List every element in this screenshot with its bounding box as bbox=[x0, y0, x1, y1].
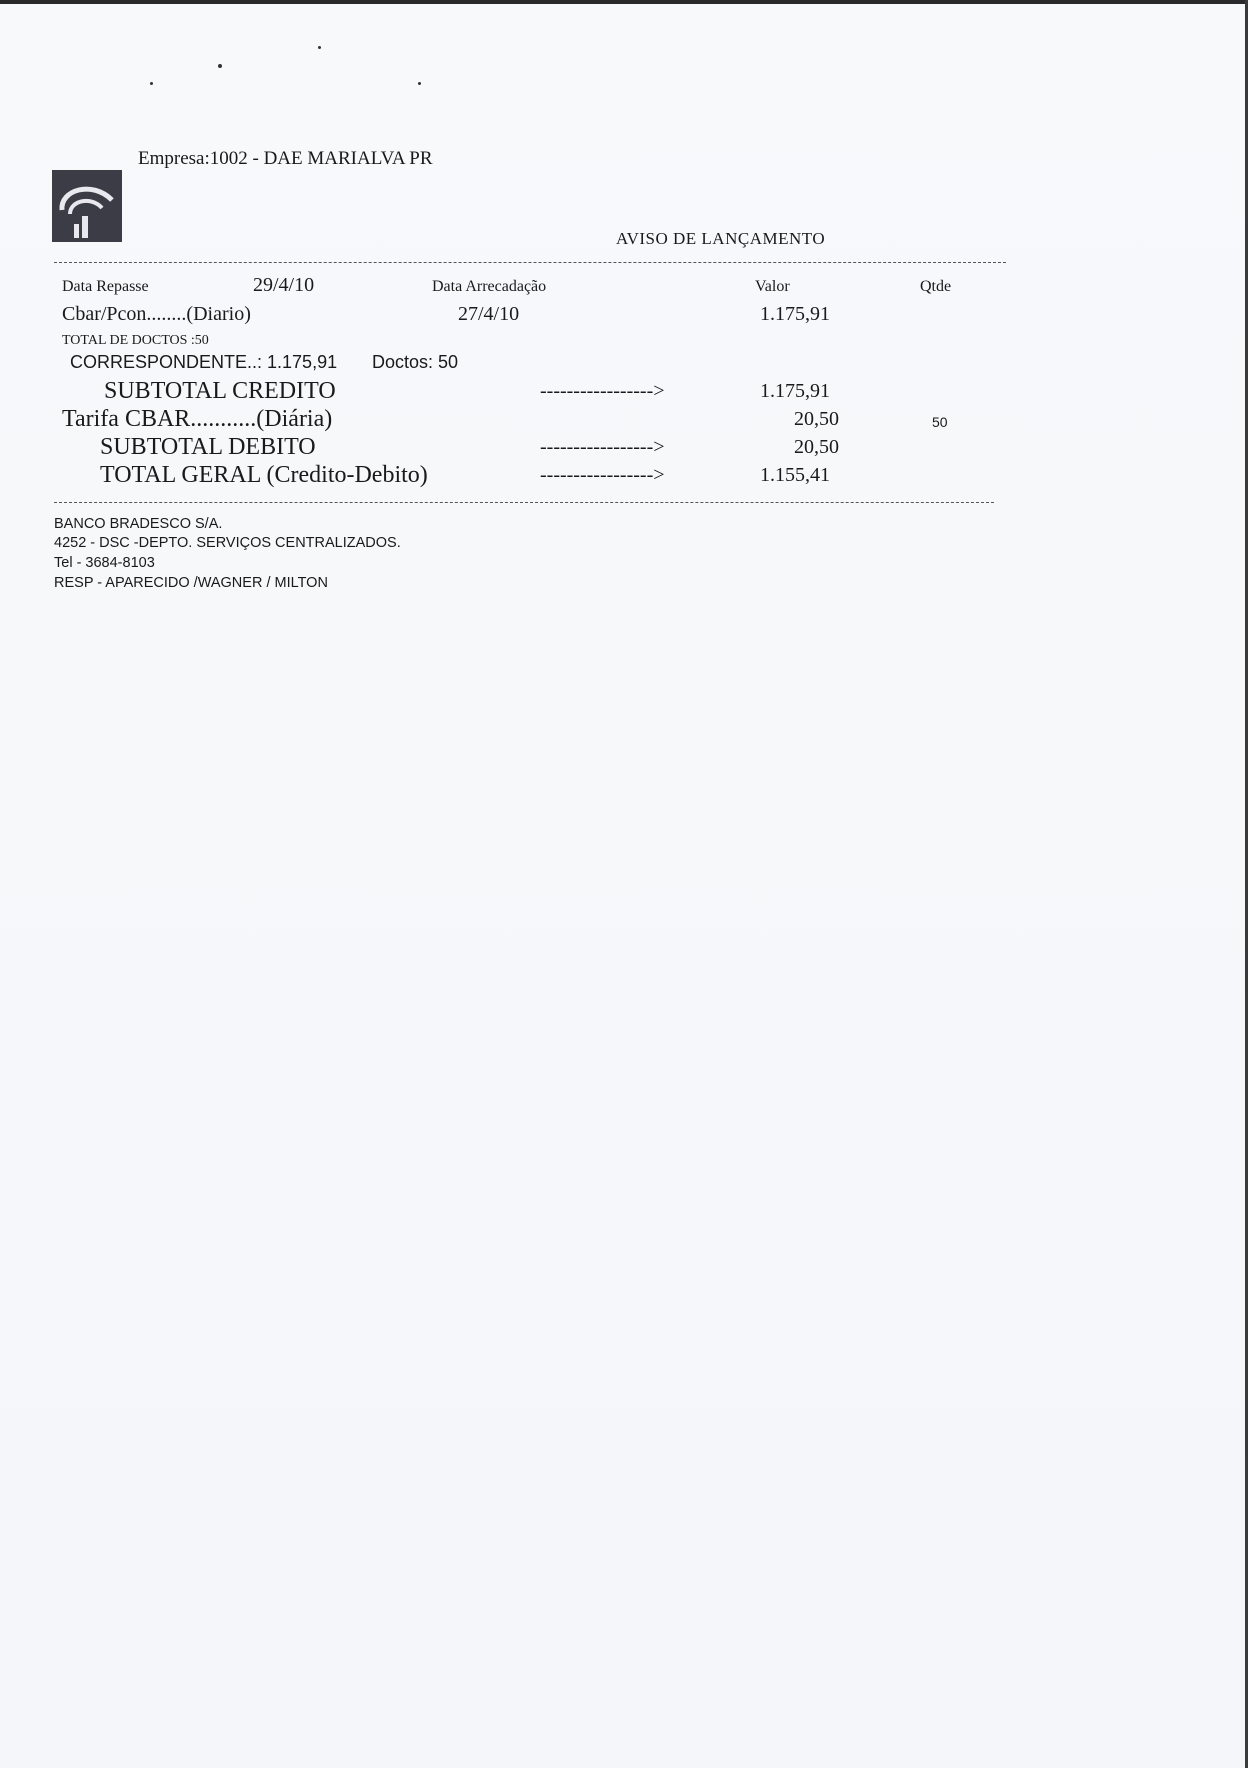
total-doctos: TOTAL DE DOCTOS :50 bbox=[62, 333, 209, 348]
cbar-date: 27/4/10 bbox=[458, 303, 520, 325]
footer-phone: Tel - 3684-8103 bbox=[54, 555, 155, 571]
scan-edge bbox=[0, 0, 1248, 4]
empresa-line: Empresa:1002 - DAE MARIALVA PR bbox=[138, 148, 433, 169]
total-geral-label: TOTAL GERAL (Credito-Debito) bbox=[100, 462, 428, 488]
tarifa-qtde: 50 bbox=[932, 414, 948, 430]
scan-speck bbox=[150, 82, 153, 85]
subtotal-credito-arrow: -----------------> bbox=[540, 380, 665, 402]
subtotal-debito-label: SUBTOTAL DEBITO bbox=[100, 434, 316, 460]
scan-speck bbox=[418, 82, 421, 85]
tarifa-label: Tarifa CBAR...........(Diária) bbox=[62, 406, 333, 432]
document-title: AVISO DE LANÇAMENTO bbox=[616, 229, 826, 248]
data-arrecadacao-label: Data Arrecadação bbox=[432, 278, 547, 295]
total-geral-value: 1.155,41 bbox=[760, 464, 830, 486]
subtotal-debito-value: 20,50 bbox=[794, 436, 839, 458]
scan-speck bbox=[318, 46, 321, 49]
bank-logo-icon bbox=[52, 170, 122, 242]
qtde-label: Qtde bbox=[920, 278, 952, 295]
subtotal-credito-label: SUBTOTAL CREDITO bbox=[104, 378, 336, 404]
cbar-valor: 1.175,91 bbox=[760, 303, 830, 325]
divider bbox=[54, 262, 1006, 263]
data-repasse-label: Data Repasse bbox=[62, 278, 149, 295]
subtotal-credito-value: 1.175,91 bbox=[760, 380, 830, 402]
doctos-line: Doctos: 50 bbox=[372, 352, 459, 372]
cbar-label: Cbar/Pcon........(Diario) bbox=[62, 303, 251, 325]
footer-dept: 4252 - DSC -DEPTO. SERVIÇOS CENTRALIZADOS. bbox=[54, 535, 401, 551]
footer-bank: BANCO BRADESCO S/A. bbox=[54, 516, 223, 532]
valor-label: Valor bbox=[755, 278, 790, 295]
scan-speck bbox=[218, 64, 222, 68]
tarifa-value: 20,50 bbox=[794, 408, 839, 430]
divider bbox=[54, 502, 994, 503]
data-repasse-value: 29/4/10 bbox=[253, 274, 315, 296]
total-geral-arrow: -----------------> bbox=[540, 464, 665, 486]
footer-resp: RESP - APARECIDO /WAGNER / MILTON bbox=[54, 575, 328, 591]
subtotal-debito-arrow: -----------------> bbox=[540, 436, 665, 458]
correspondente-line: CORRESPONDENTE..: 1.175,91 bbox=[70, 352, 338, 372]
